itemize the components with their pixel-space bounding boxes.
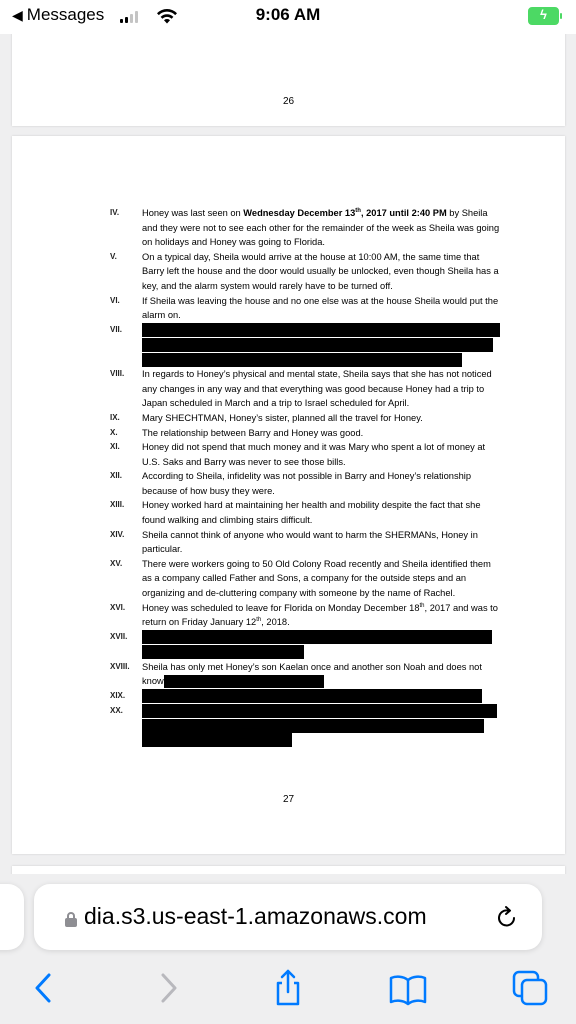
url-text: dia.s3.us-east-1.amazonaws.com xyxy=(84,903,427,929)
safari-bottom-bar xyxy=(0,874,576,1024)
list-item-number: XI. xyxy=(110,442,120,452)
redaction-bar xyxy=(142,733,292,747)
list-item-text xyxy=(142,601,500,630)
list-item-text xyxy=(142,440,500,469)
list-item-text xyxy=(142,323,500,366)
numbered-list xyxy=(110,206,500,718)
text-segment: If Sheila was leaving the house and no one else was at the house Sheila would put the alarm on. xyxy=(142,295,499,321)
list-item-text xyxy=(142,469,500,498)
list-item-number: IX. xyxy=(110,412,120,422)
list-item xyxy=(110,323,500,366)
list-item xyxy=(110,250,500,294)
status-bar xyxy=(0,0,576,34)
list-item-text xyxy=(142,206,500,250)
text-segment: There were workers going to 50 Old Colony Road recently and Sheila identified them as a company called Father and Sons, a company for the outside steps and an organizing and de-cluttering company with someone by the name of Rachel. xyxy=(142,558,491,599)
back-icon[interactable] xyxy=(24,968,64,1008)
battery-charging-icon: ϟ xyxy=(528,7,559,25)
list-item-number: XX. xyxy=(110,705,123,715)
text-segment: Honey was last seen on xyxy=(142,208,244,218)
list-item-text xyxy=(142,411,500,426)
redaction-bar xyxy=(142,630,492,644)
list-item-text xyxy=(142,426,500,441)
text-segment: th xyxy=(355,207,361,214)
list-item xyxy=(110,206,500,250)
text-segment: According to Sheila, infidelity was not possible in Barry and Honey’s relationship because of how busy they were. xyxy=(142,471,472,496)
page-number: 27 xyxy=(282,794,295,805)
back-to-messages-label: Messages xyxy=(26,5,105,24)
text-segment: Wednesday December 13 xyxy=(243,208,356,218)
redaction-bar xyxy=(142,719,484,733)
list-item xyxy=(110,498,500,527)
text-segment: th xyxy=(419,602,425,609)
list-item xyxy=(110,630,500,659)
browser-toolbar xyxy=(0,968,576,1008)
list-item-text xyxy=(142,367,500,411)
page-number: 26 xyxy=(282,96,295,107)
list-item-number: VI. xyxy=(110,295,120,305)
redaction-bar xyxy=(142,689,482,703)
list-item-number: XIX. xyxy=(110,691,126,701)
list-item-number: V. xyxy=(110,251,117,261)
text-segment: , 2017 and was to return on Friday January 12 xyxy=(142,602,498,628)
list-item-number: VII. xyxy=(110,325,123,335)
pdf-page-28 xyxy=(12,866,565,874)
text-segment: On a typical day, Sheila would arrive at the house at 10:00 AM, the same time that Barry left the house and the door would usually be unlocked, even though Sheila has a key, and the alarm system would rarely have to be turned off. xyxy=(142,251,499,291)
list-item-text xyxy=(142,498,500,527)
list-item-text xyxy=(142,557,500,601)
list-item xyxy=(110,411,500,426)
text-segment: , 2017 until 2:40 PM xyxy=(360,208,447,218)
list-item xyxy=(110,660,500,689)
list-item-text xyxy=(142,704,500,718)
text-segment: In regards to Honey’s physical and mental state, Sheila says that she has not noticed any changes in any way and that everything was good because Honey had a trip to Japan scheduled in March and a trip to Israel scheduled for April. xyxy=(142,369,492,409)
text-segment: Sheila has only met Honey’s son Kaelan once and another son Noah and does not know xyxy=(142,661,482,687)
reload-icon[interactable] xyxy=(494,904,520,930)
list-item xyxy=(110,557,500,601)
list-item-text xyxy=(142,630,500,659)
list-item xyxy=(110,367,500,411)
list-item-number: XIII. xyxy=(110,500,125,510)
list-item xyxy=(110,689,500,747)
back-triangle-icon: ◀ xyxy=(12,6,23,23)
list-item-number: XII. xyxy=(110,471,123,481)
list-item xyxy=(110,426,500,441)
list-item xyxy=(110,601,500,630)
text-segment: Sheila cannot think of anyone who would want to harm the SHERMANs, Honey in particular. xyxy=(142,529,478,555)
list-item-number: XV. xyxy=(110,558,123,568)
pdf-page-27 xyxy=(12,136,565,854)
list-item-text xyxy=(142,689,500,747)
list-item-number: VIII. xyxy=(110,369,125,379)
text-segment: The relationship between Barry and Honey was good. xyxy=(142,427,364,438)
list-item xyxy=(110,704,500,718)
redaction-bar xyxy=(142,323,500,337)
status-clock: 9:06 AM xyxy=(255,5,321,24)
pdf-document-view[interactable] xyxy=(0,34,576,874)
text-segment: th xyxy=(256,617,262,624)
list-item-text xyxy=(142,660,500,689)
redaction-bar xyxy=(142,353,462,367)
list-item-text xyxy=(142,528,500,557)
list-item-number: XIV. xyxy=(110,529,125,539)
text-segment: Honey did not spend that much money and it was Mary who spent a lot of money at U.S. Saks and Barry was never to see those bills. xyxy=(142,442,486,467)
redaction-bar xyxy=(142,338,493,352)
list-item-text xyxy=(142,250,500,294)
text-segment: by Sheila and they were not to see each other for the remainder of the week as Sheila was going on holidays and Honey was going to Florida. xyxy=(142,208,500,248)
share-icon[interactable] xyxy=(268,968,308,1008)
list-item-number: XVIII. xyxy=(110,661,130,671)
list-item xyxy=(110,440,500,469)
list-item xyxy=(110,528,500,557)
forward-icon[interactable] xyxy=(148,968,188,1008)
list-item-number: X. xyxy=(110,427,118,437)
list-item xyxy=(110,294,500,323)
address-bar[interactable] xyxy=(34,884,542,950)
list-item-number: IV. xyxy=(110,208,120,217)
previous-tab-pill[interactable] xyxy=(0,884,24,950)
list-item xyxy=(110,469,500,498)
tabs-icon[interactable] xyxy=(510,968,550,1008)
redaction-bar xyxy=(142,645,304,659)
text-segment: Honey worked hard at maintaining her health and mobility despite the fact that she found walking and climbing stairs difficult. xyxy=(142,500,481,526)
text-segment: Honey was scheduled to leave for Florida on Monday December 18 xyxy=(142,602,420,613)
lock-icon xyxy=(64,911,78,928)
list-item-number: XVII. xyxy=(110,632,128,642)
text-segment: Mary SHECHTMAN, Honey’s sister, planned all the travel for Honey. xyxy=(142,412,423,423)
pdf-page-26 xyxy=(12,34,565,126)
list-item-number: XVI. xyxy=(110,602,126,612)
redaction-bar xyxy=(164,675,324,688)
bookmarks-icon[interactable] xyxy=(388,968,428,1008)
list-item-text xyxy=(142,294,500,323)
text-segment: , 2018. xyxy=(261,617,290,628)
